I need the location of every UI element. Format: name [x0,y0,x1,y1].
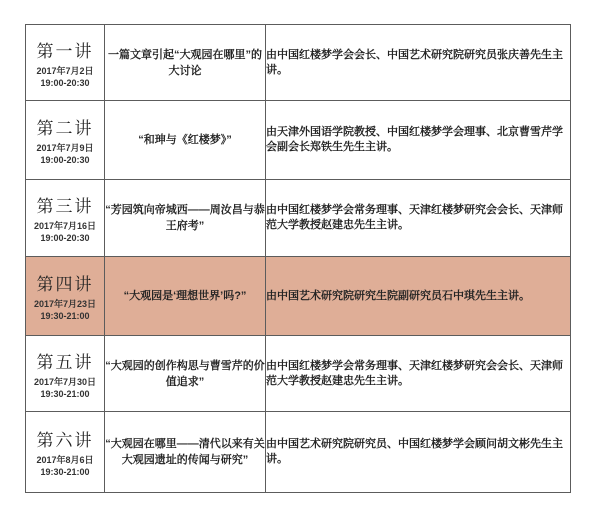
table-row [26,412,571,493]
lecture-number: 第三讲 [36,197,94,216]
lecture-speaker: 由中国红楼梦学会常务理事、天津红楼梦研究会会长、天津师范大学教授赵建忠先生主讲。 [266,180,571,257]
lecture-number-cell [26,336,105,412]
lecture-time: 19:30-21:00 [40,467,90,477]
lecture-number-cell [26,180,105,257]
lecture-number: 第二讲 [36,119,94,138]
lecture-date: 2017年8月6日 [36,455,94,465]
lecture-topic: 一篇文章引起“大观园在哪里”的大讨论 [105,25,266,101]
table-row [26,336,571,412]
lecture-date: 2017年7月23日 [33,299,97,309]
table-row [26,25,571,101]
lecture-date: 2017年7月2日 [36,65,94,76]
lecture-topic: “大观园在哪里——清代以来有关大观园遗址的传闻与研究” [105,412,266,493]
lecture-number: 第一讲 [36,41,94,61]
lecture-topic: “大观园是‘理想世界’吗?” [105,257,266,336]
lecture-date: 2017年7月16日 [33,221,97,231]
table-row [26,101,571,180]
lecture-topic: “芳园筑向帝城西——周汝昌与恭王府考” [105,180,266,257]
lecture-date: 2017年7月30日 [33,376,97,387]
lecture-number-cell [26,25,105,101]
lecture-number: 第五讲 [36,352,94,372]
lecture-number-cell [26,412,105,493]
lecture-speaker: 由中国红楼梦学会会长、中国艺术研究院研究员张庆善先生主讲。 [266,25,571,101]
lecture-number-cell [26,101,105,180]
lecture-number: 第四讲 [36,275,94,294]
lecture-speaker: 由中国红楼梦学会常务理事、天津红楼梦研究会会长、天津师范大学教授赵建忠先生主讲。 [266,336,571,412]
lecture-number: 第六讲 [36,431,94,450]
lecture-time: 19:00-20:30 [40,77,90,88]
table-row [26,180,571,257]
lecture-time: 19:30-21:00 [40,388,90,399]
lecture-time: 19:00-20:30 [40,233,90,243]
lecture-speaker: 由中国艺术研究院研究员、中国红楼梦学会顾问胡文彬先生主讲。 [266,412,571,493]
lecture-number-cell [26,257,105,336]
lecture-speaker: 由天津外国语学院教授、中国红楼梦学会理事、北京曹雪芹学会副会长郑铁生先生主讲。 [266,101,571,180]
lecture-time: 19:30-21:00 [40,311,90,321]
table-row-highlighted [26,257,571,336]
lecture-date: 2017年7月9日 [36,143,94,153]
lecture-topic: “大观园的创作构思与曹雪芹的价值追求” [105,336,266,412]
lecture-schedule-table [25,24,571,493]
lecture-topic: “和珅与《红楼梦》” [105,101,266,180]
lecture-time: 19:00-20:30 [40,155,90,165]
lecture-speaker: 由中国艺术研究院研究生院副研究员石中琪先生主讲。 [266,257,571,336]
